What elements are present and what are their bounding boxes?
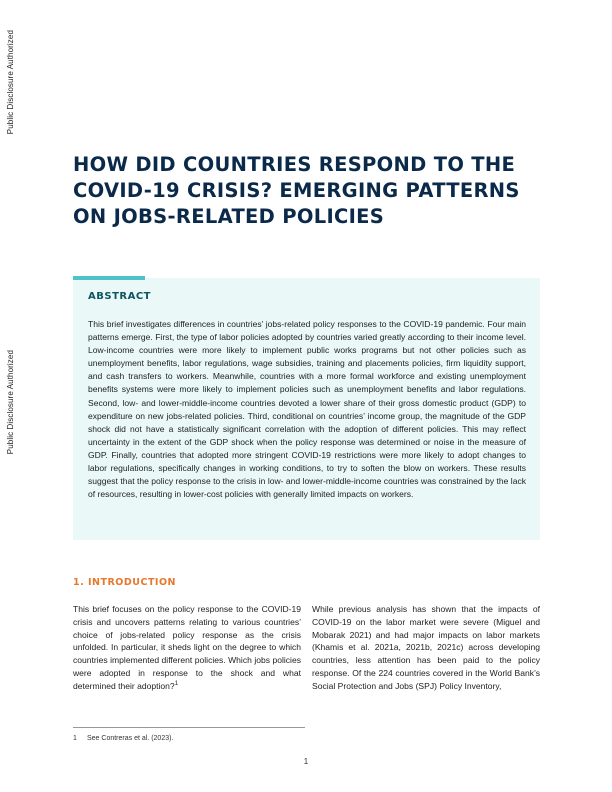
footnote-text: See Contreras et al. (2023). bbox=[87, 735, 174, 742]
introduction-left-text: This brief focuses on the policy response to the COVID-19 crisis and uncovers patterns relating to various countries’ choice of jobs-related policy response as the crisis unfolded. In particular, it sheds light on the degree to which countries implemented different policies. Which jobs policies were adopted in response to the shock and what determined their adoption? bbox=[73, 604, 301, 691]
introduction-heading: 1. INTRODUCTION bbox=[73, 577, 176, 588]
footnote-number: 1 bbox=[73, 735, 77, 742]
footnote-divider bbox=[73, 727, 305, 728]
introduction-left-paragraph bbox=[73, 603, 301, 692]
abstract-accent-rule bbox=[73, 276, 145, 280]
footnote bbox=[73, 735, 173, 742]
abstract-text: This brief investigates differences in countries’ jobs-related policy responses to the COVID-19 pandemic. Four main patterns emerge. First, the type of labor policies adopted by countries varied greatly according to their income level. Low-income countries were more likely to implement public works programs but not other policies such as unemployment benefits, labor regulations, wage subsidies, training and placements policies, firm liquidity support, and cash transfers to workers. Meanwhile, countries with a more formal workforce and existing unemployment benefits systems were more likely to implement policies such as unemployment benefits and labor regulations. Second, low- and lower-middle-income countries devoted a lower share of their gross domestic product (GDP) to expenditure on new jobs-related policies. Third, conditional on countries’ income group, the magnitude of the GDP shock did not have a statistically significant correlation with the adoption of different policies. This may reflect uncertainty in the extent of the GDP shock when the policy response was determined or noise in the measure of GDP. Finally, countries that adopted more stringent COVID-19 restrictions were more likely to adopt changes to labor regulations, specifically changes in working conditions, to try to soften the blow on workers. These results suggest that the policy response to the crisis in low- and lower-middle-income countries was constrained by the lack of resources, resulting in lower-cost policies with generally limited impacts on workers. bbox=[88, 319, 526, 500]
side-label-disclosure-middle: Public Disclosure Authorized bbox=[6, 350, 15, 455]
document-title: HOW DID COUNTRIES RESPOND TO THE COVID-19 CRISIS? EMERGING PATTERNS ON JOBS-RELATED POLICIES bbox=[73, 153, 520, 228]
introduction-right-paragraph: While previous analysis has shown that the impacts of COVID-19 on the labor market were severe (Miguel and Mobarak 2021) and had major impacts on labor markets (Khamis et al. 2021a, 2021b, 2021c) across developing countries, less attention has been paid to the policy response. Of the 224 countries covered in the World Bank’s Social Protection and Jobs (SPJ) Policy Inventory, bbox=[312, 604, 540, 691]
side-label-disclosure-top: Public Disclosure Authorized bbox=[6, 30, 15, 135]
abstract-heading: ABSTRACT bbox=[88, 291, 151, 302]
page-number: 1 bbox=[303, 757, 309, 766]
footnote-reference[interactable]: 1 bbox=[174, 680, 179, 687]
